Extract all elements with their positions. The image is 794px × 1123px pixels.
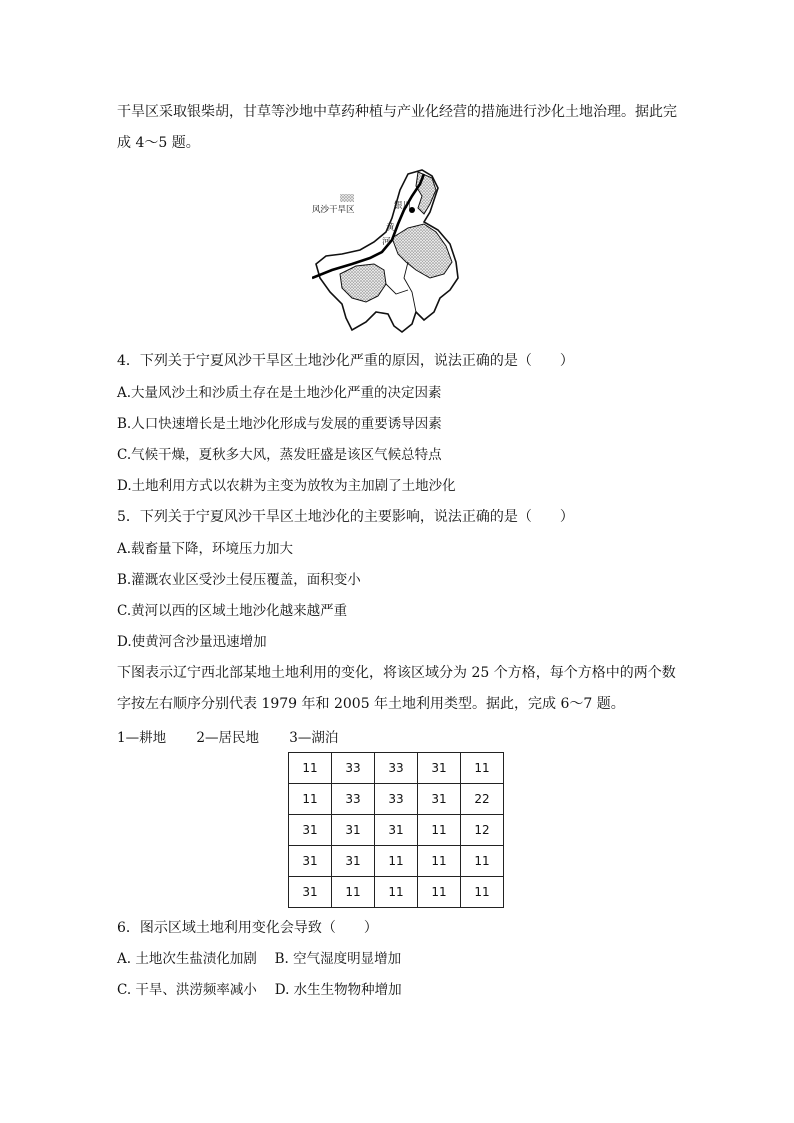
- grid-cell: 11: [375, 846, 418, 877]
- intro-line-1: 干旱区采取银柴胡，甘草等沙地中草药种植与产业化经营的措施进行沙化土地治理。据此完: [117, 104, 677, 120]
- land-use-legend: [117, 728, 364, 748]
- grid-cell: 31: [375, 815, 418, 846]
- county-boundary-2: [386, 284, 408, 294]
- map-figure: [312, 166, 462, 336]
- grid-cell: 11: [332, 877, 375, 908]
- grid-cell: 11: [289, 753, 332, 784]
- grid-row: [289, 784, 504, 815]
- q5-option-b: B.灌溉农业区受沙土侵压覆盖，面积变小: [117, 572, 361, 588]
- grid-cell: 31: [289, 815, 332, 846]
- q4-option-a: A.大量风沙土和沙质土存在是土地沙化严重的决定因素: [117, 385, 442, 401]
- legend-item-residential: 2—居民地: [196, 730, 259, 746]
- grid-cell: 11: [289, 784, 332, 815]
- grid-cell: 11: [375, 877, 418, 908]
- grid-cell: 31: [332, 815, 375, 846]
- city-label: 银川: [394, 201, 412, 211]
- intro2-line-1: 下图表示辽宁西北部某地土地利用的变化，将该区域分为 25 个方格，每个方格中的两个数: [117, 665, 676, 681]
- grid-cell: 31: [418, 753, 461, 784]
- grid-cell: 31: [332, 846, 375, 877]
- q6-options-cd: C. 干旱、洪涝频率减小 D. 水生生物物种增加: [117, 982, 402, 998]
- grid-cell: 33: [332, 784, 375, 815]
- grid-cell: 31: [418, 784, 461, 815]
- intro-line-2: 成 4～5 题。: [117, 135, 200, 151]
- land-use-grid: [288, 752, 504, 908]
- grid-row: [289, 877, 504, 908]
- legend-item-farmland: 1—耕地: [117, 730, 167, 746]
- grid-cell: 12: [461, 815, 504, 846]
- grid-cell: 31: [289, 877, 332, 908]
- q4-option-c: C.气候干燥，夏秋多大风，蒸发旺盛是该区气候总特点: [117, 447, 442, 463]
- grid-cell: 22: [461, 784, 504, 815]
- grid-cell: 31: [289, 846, 332, 877]
- q4-option-d: D.土地利用方式以农耕为主变为放牧为主加剧了土地沙化: [117, 478, 456, 494]
- grid-row: [289, 846, 504, 877]
- arid-zone-southwest: [340, 264, 386, 302]
- grid-row: [289, 753, 504, 784]
- q6-options-ab: A. 土地次生盐渍化加剧 B. 空气湿度明显增加: [117, 951, 402, 967]
- ningxia-map: [312, 166, 462, 336]
- grid-cell: 11: [418, 815, 461, 846]
- river-label-1: 黄: [386, 223, 395, 233]
- grid-cell: 33: [332, 753, 375, 784]
- arid-zone-center: [392, 224, 452, 278]
- q4-option-b: B.人口快速增长是土地沙化形成与发展的重要诱导因素: [117, 416, 442, 432]
- q5-stem: 5．下列关于宁夏风沙干旱区土地沙化的主要影响，说法正确的是（ ）: [117, 509, 574, 525]
- q4-stem: 4．下列关于宁夏风沙干旱区土地沙化严重的原因，说法正确的是（ ）: [117, 353, 574, 369]
- grid-cell: 11: [418, 846, 461, 877]
- river-label-2: 河: [382, 237, 391, 247]
- q5-option-c: C.黄河以西的区域土地沙化越来越严重: [117, 603, 348, 619]
- grid-cell: 11: [461, 753, 504, 784]
- q6-stem: 6．图示区域土地利用变化会导致（ ）: [117, 920, 378, 936]
- legend-label: 风沙干旱区: [312, 205, 355, 215]
- legend-item-lake: 3—湖泊: [289, 730, 339, 746]
- grid-cell: 11: [461, 846, 504, 877]
- grid-cell: 33: [375, 753, 418, 784]
- q5-option-a: A.载畜量下降，环境压力加大: [117, 541, 294, 557]
- county-boundary: [404, 262, 416, 312]
- grid-row: [289, 815, 504, 846]
- grid-cell: 11: [461, 877, 504, 908]
- grid-cell: 33: [375, 784, 418, 815]
- q5-option-d: D.使黄河含沙量迅速增加: [117, 634, 267, 650]
- grid-cell: 11: [418, 877, 461, 908]
- intro2-line-2: 字按左右顺序分别代表 1979 年和 2005 年土地利用类型。据此，完成 6～7 题。: [117, 696, 625, 712]
- legend-swatch: [340, 194, 354, 202]
